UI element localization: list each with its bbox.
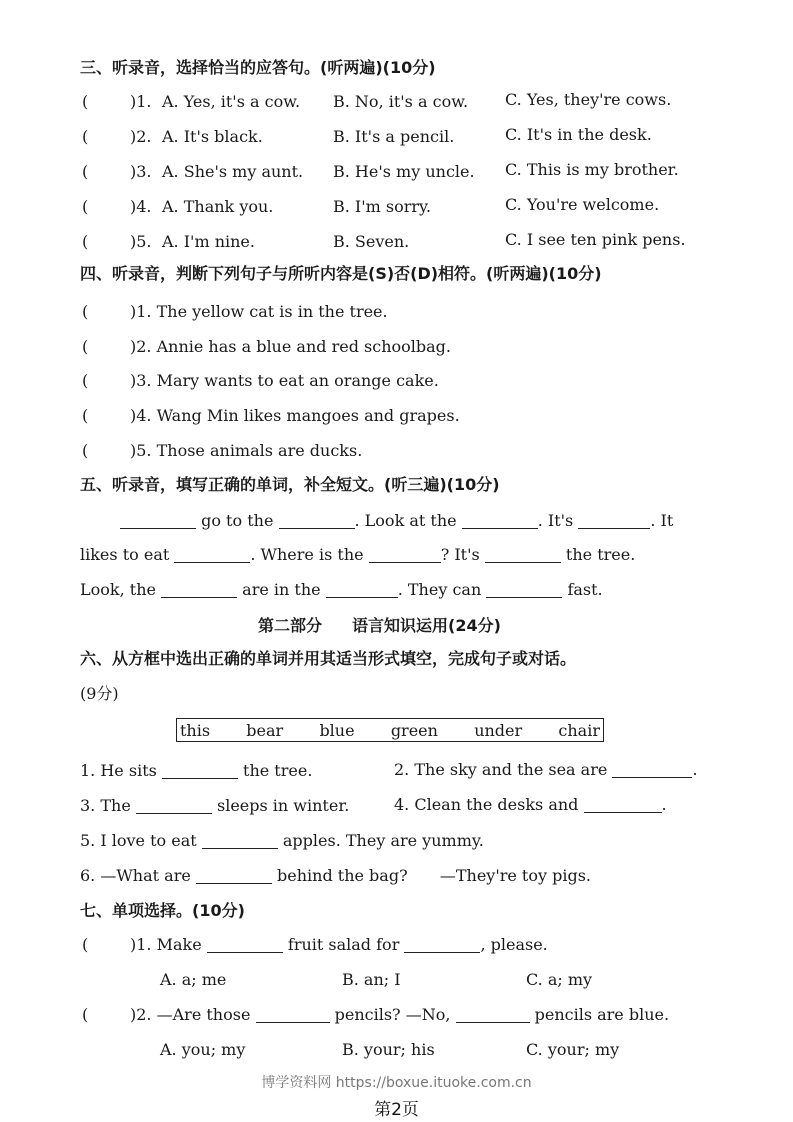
option-c: C. a; my [526, 970, 593, 989]
option-b: B. Seven. [333, 232, 410, 251]
question-text: Make [156, 935, 202, 954]
option-a: A. a; me [160, 970, 227, 989]
section-4-title: 四、听录音，判断下列句子与所听内容是(S)否(D)相符。(听两遍)(10分) [80, 264, 602, 283]
question-text: 3. The [80, 796, 131, 815]
passage-text: . Look at the [354, 511, 457, 530]
word-box [176, 718, 604, 742]
option-c: C. your; my [526, 1040, 620, 1059]
question-text: pencils are blue. [534, 1005, 670, 1024]
question-stem [130, 1005, 669, 1025]
option-b: B. He's my uncle. [333, 162, 475, 181]
passage-text: are in the [242, 580, 321, 599]
fill-blank[interactable] [369, 546, 441, 563]
sec6-question-1 [80, 761, 312, 781]
option-c: C. Yes, they're cows. [505, 90, 672, 109]
option-b: B. No, it's a cow. [333, 92, 469, 111]
question-text: , please. [480, 935, 548, 954]
fill-blank[interactable] [196, 867, 272, 884]
passage-line-1 [120, 511, 673, 531]
passage-text: the tree. [565, 545, 636, 564]
answer-paren: ( [82, 1005, 89, 1024]
question-number: )1. [130, 935, 152, 954]
option-b: B. It's a pencil. [333, 127, 455, 146]
option-b: B. an; I [342, 970, 401, 989]
question-text: —They're toy pigs. [439, 866, 592, 885]
word-box-item: chair [558, 720, 600, 740]
fill-blank[interactable] [256, 1006, 330, 1023]
fill-blank[interactable] [202, 832, 278, 849]
fill-blank[interactable] [161, 581, 237, 598]
option-c: C. I see ten pink pens. [505, 230, 686, 249]
answer-paren: ( [82, 197, 89, 216]
part-2-title: 第二部分 [258, 616, 323, 635]
question-number: )1. [130, 92, 152, 111]
question-text: —Are those [156, 1005, 251, 1024]
statement: )3. Mary wants to eat an orange cake. [130, 371, 439, 390]
word-box-item: blue [319, 720, 355, 740]
question-text: sleeps in winter. [216, 796, 350, 815]
section-6-score: (9分) [80, 684, 119, 703]
fill-blank[interactable] [279, 512, 355, 529]
option-a: A. She's my aunt. [162, 162, 304, 181]
answer-paren: ( [82, 232, 89, 251]
question-text: pencils? —No, [334, 1005, 451, 1024]
passage-text: . Where is the [250, 545, 364, 564]
option-b: B. I'm sorry. [333, 197, 432, 216]
answer-paren: ( [82, 92, 89, 111]
fill-blank[interactable] [162, 762, 238, 779]
passage-text: Look, the [80, 580, 156, 599]
part-2-subtitle: 语言知识运用(24分) [352, 616, 501, 635]
fill-blank[interactable] [404, 936, 480, 953]
question-stem [130, 935, 548, 955]
fill-blank[interactable] [207, 936, 283, 953]
question-text: behind the bag? [277, 866, 408, 885]
fill-blank[interactable] [462, 512, 538, 529]
word-box-item: this [180, 720, 211, 740]
question-text: 4. Clean the desks and [394, 795, 579, 814]
question-text: fruit salad for [287, 935, 400, 954]
passage-text: . It [650, 511, 674, 530]
sec6-question-3 [80, 796, 349, 816]
option-a: A. you; my [160, 1040, 246, 1059]
passage-text: . They can [397, 580, 482, 599]
answer-paren: ( [82, 162, 89, 181]
passage-text: go to the [201, 511, 274, 530]
word-box-item: green [390, 720, 438, 740]
fill-blank[interactable] [326, 581, 398, 598]
question-number: )3. [130, 162, 152, 181]
option-a: A. Thank you. [162, 197, 274, 216]
word-box-item: under [474, 720, 523, 740]
question-text: . [692, 760, 698, 779]
fill-blank[interactable] [174, 546, 250, 563]
answer-paren: ( [82, 371, 89, 390]
word-box-item: bear [246, 720, 284, 740]
fill-blank[interactable] [578, 512, 650, 529]
question-text: apples. They are yummy. [282, 831, 484, 850]
fill-blank[interactable] [486, 581, 562, 598]
question-text: 6. —What are [80, 866, 191, 885]
option-b: B. your; his [342, 1040, 435, 1059]
fill-blank[interactable] [584, 796, 662, 813]
passage-line-3 [80, 580, 603, 600]
option-a: A. It's black. [162, 127, 263, 146]
passage-line-2 [80, 545, 635, 565]
footer-watermark: 博学资料网 https://boxue.ituoke.com.cn [261, 1075, 532, 1091]
sec6-question-4 [394, 795, 667, 815]
sec6-question-6 [80, 866, 591, 886]
fill-blank[interactable] [120, 512, 196, 529]
statement: )1. The yellow cat is in the tree. [130, 302, 388, 321]
question-number: )4. [130, 197, 152, 216]
answer-paren: ( [82, 935, 89, 954]
fill-blank[interactable] [456, 1006, 530, 1023]
question-number: )5. [130, 232, 152, 251]
question-text: 2. The sky and the sea are [394, 760, 608, 779]
question-text: . [661, 795, 667, 814]
answer-paren: ( [82, 302, 89, 321]
question-number: )2. [130, 1005, 152, 1024]
fill-blank[interactable] [485, 546, 561, 563]
statement: )4. Wang Min likes mangoes and grapes. [130, 406, 460, 425]
statement: )2. Annie has a blue and red schoolbag. [130, 337, 451, 356]
question-number: )2. [130, 127, 152, 146]
question-text: 5. I love to eat [80, 831, 197, 850]
option-c: C. This is my brother. [505, 160, 679, 179]
option-a: A. I'm nine. [162, 232, 255, 251]
section-3-title: 三、听录音，选择恰当的应答句。(听两遍)(10分) [80, 58, 436, 77]
section-5-title: 五、听录音，填写正确的单词，补全短文。(听三遍)(10分) [80, 475, 500, 494]
passage-text: . It's [537, 511, 574, 530]
answer-paren: ( [82, 337, 89, 356]
sec6-question-5 [80, 831, 484, 851]
section-6-title: 六、从方框中选出正确的单词并用其适当形式填空，完成句子或对话。 [80, 649, 577, 668]
sec6-question-2 [394, 760, 698, 780]
passage-text: ? It's [440, 545, 480, 564]
question-text: 1. He sits [80, 761, 157, 780]
option-c: C. It's in the desk. [505, 125, 652, 144]
section-7-title: 七、单项选择。(10分) [80, 901, 245, 920]
answer-paren: ( [82, 127, 89, 146]
answer-paren: ( [82, 406, 89, 425]
passage-text: fast. [567, 580, 603, 599]
fill-blank[interactable] [612, 761, 692, 778]
fill-blank[interactable] [136, 797, 212, 814]
page-number: 第2页 [374, 1100, 419, 1120]
answer-paren: ( [82, 441, 89, 460]
option-a: A. Yes, it's a cow. [162, 92, 301, 111]
statement: )5. Those animals are ducks. [130, 441, 363, 460]
question-text: the tree. [243, 761, 313, 780]
passage-text: likes to eat [80, 545, 170, 564]
option-c: C. You're welcome. [505, 195, 660, 214]
